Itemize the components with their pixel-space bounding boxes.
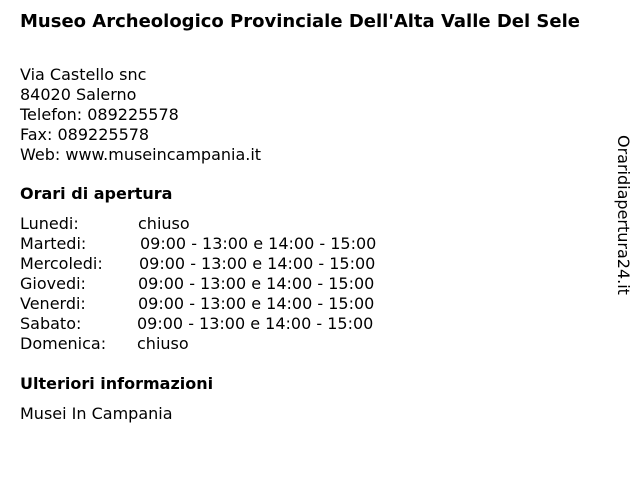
day-label: Venerdi: [20, 294, 86, 313]
time-value: chiuso [138, 214, 190, 233]
time-value: 09:00 - 13:00 e 14:00 - 15:00 [138, 274, 375, 293]
time-value: chiuso [137, 334, 189, 353]
day-label: Martedi: [20, 234, 87, 253]
additional-info-heading: Ulteriori informazioni [20, 374, 214, 393]
fax-number: Fax: 089225578 [20, 125, 150, 144]
day-label: Domenica: [20, 334, 107, 353]
time-value: 09:00 - 13:00 e 14:00 - 15:00 [137, 314, 374, 333]
additional-info-text: Musei In Campania [20, 404, 173, 423]
day-label: Mercoledi: [20, 254, 103, 273]
day-label: Giovedi: [20, 274, 86, 293]
time-value: 09:00 - 13:00 e 14:00 - 15:00 [138, 294, 375, 313]
time-value: 09:00 - 13:00 e 14:00 - 15:00 [139, 254, 376, 273]
day-label: Lunedi: [20, 214, 79, 233]
day-label: Sabato: [20, 314, 82, 333]
address-block [20, 65, 261, 165]
opening-hours-heading: Orari di apertura [20, 184, 173, 203]
street-address: Via Castello snc [20, 65, 147, 84]
city-address: 84020 Salerno [20, 85, 137, 104]
time-value: 09:00 - 13:00 e 14:00 - 15:00 [140, 234, 377, 253]
website: Web: www.museincampania.it [20, 145, 262, 164]
site-brand-watermark: Oraridiapertura24.it [614, 135, 633, 295]
page-title: Museo Archeologico Provinciale Dell'Alta Valle Del Sele [20, 11, 580, 32]
phone-number: Telefon: 089225578 [20, 105, 179, 124]
